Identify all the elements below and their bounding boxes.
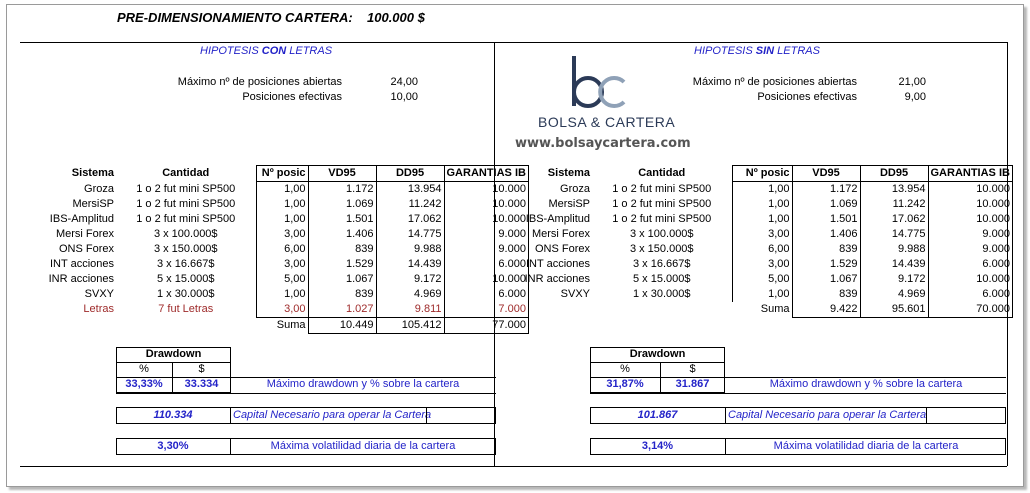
table-row	[516, 242, 1012, 257]
left-capital-description: Capital Necesario para operar la Cartera	[233, 409, 432, 421]
table-row	[40, 242, 528, 257]
right-dd-pct-header: %	[620, 363, 630, 375]
left-cell: 1 o 2 fut mini SP500	[136, 213, 236, 225]
left-header-3: Nº posic	[256, 166, 308, 182]
left-capital-vsep2	[426, 407, 427, 424]
right-cell: INR acciones	[524, 273, 590, 285]
left-cell: 9.000	[444, 227, 528, 242]
right-capital-vsep	[725, 407, 726, 424]
table-row	[516, 257, 1012, 272]
left-cell: 839	[308, 242, 376, 257]
right-cell: 839	[792, 242, 860, 257]
right-vol-value: 3,14%	[641, 440, 674, 452]
right-cell: Groza	[560, 182, 590, 195]
right-cell: 1.501	[792, 212, 860, 227]
left-cell: 5 x 15.000$	[157, 273, 215, 285]
left-cell: 1,00	[256, 182, 308, 198]
right-cell: 5 x 15.000$	[633, 273, 691, 285]
left-dd-pct-value: 33,33%	[125, 378, 163, 390]
right-header-1: Sistema	[547, 167, 590, 179]
right-header-2: Cantidad	[638, 167, 686, 179]
right-cell: 1,00	[732, 182, 792, 198]
right-cell: 3,00	[732, 227, 792, 242]
right-cell: 6.000	[928, 257, 1012, 272]
right-dd-usd-value: 31.867	[675, 378, 710, 390]
right-capital-value: 101.867	[637, 409, 678, 421]
left-cell: 10.000	[444, 182, 528, 198]
left-cell: 1.069	[308, 197, 376, 212]
right-cell: 1 o 2 fut mini SP500	[612, 182, 712, 195]
left-vol-value: 3,30%	[157, 440, 189, 452]
right-capital-vsep2	[926, 407, 927, 424]
right-header-3: Nº posic	[732, 166, 792, 182]
table-row	[40, 212, 528, 227]
left-sum-cell: Suma	[276, 319, 306, 332]
left-cell: 11.242	[376, 197, 444, 212]
table-row	[40, 197, 528, 212]
right-cell: ONS Forex	[534, 243, 590, 255]
left-cell: 10.000	[444, 197, 528, 212]
left-cell: 1.529	[308, 257, 376, 272]
right-cell: 1.067	[792, 272, 860, 287]
right-header-4: VD95	[792, 166, 860, 182]
logo-text: BOLSA & CARTERA	[538, 114, 676, 130]
right-cell: 5,00	[732, 272, 792, 287]
left-sum-row	[40, 318, 528, 334]
table-row	[516, 227, 1012, 242]
top-divider	[20, 42, 1008, 43]
left-dd-sep3	[116, 393, 496, 394]
right-dd-description: Máximo drawdown y % sobre la cartera	[769, 378, 963, 390]
left-sum-cell	[40, 318, 116, 334]
right-cell: 1.069	[792, 197, 860, 212]
left-cell: 14.775	[376, 227, 444, 242]
bottom-border-left	[20, 466, 494, 467]
left-header-6: GARANTIAS IB	[444, 166, 528, 182]
left-vol-description: Máxima volatilidad diaria de la cartera	[270, 440, 456, 452]
left-cell: 1,00	[256, 212, 308, 227]
left-dd-pct-header: %	[139, 363, 149, 375]
right-cell: 3 x 100.000$	[629, 228, 694, 240]
table-row	[516, 197, 1012, 212]
left-cell: 3,00	[256, 227, 308, 242]
left-header-2: Cantidad	[162, 167, 210, 179]
left-cell: 1 x 30.000$	[157, 288, 215, 300]
left-cell: 839	[308, 287, 376, 302]
left-cell: 9.172	[376, 272, 444, 287]
right-cell: 10.000	[928, 272, 1012, 287]
right-dd-sep3	[590, 393, 1006, 394]
right-cell: 9.172	[860, 272, 928, 287]
left-sum-cell: 10.449	[308, 318, 376, 334]
left-cell: 3 x 16.667$	[157, 258, 215, 270]
right-cell: 6.000	[928, 287, 1012, 302]
left-cell: 1.027	[308, 302, 376, 318]
right-sum-cell: 95.601	[860, 302, 928, 318]
right-cell: 10.000	[928, 182, 1012, 198]
left-cell: 1.067	[308, 272, 376, 287]
left-cell: 3,00	[256, 257, 308, 272]
right-header-row	[516, 166, 1012, 182]
right-cell: INT acciones	[526, 258, 590, 270]
table-row	[40, 287, 528, 302]
page-title: PRE-DIMENSIONAMIENTO CARTERA:	[117, 10, 353, 25]
table-row	[40, 272, 528, 287]
right-cell: 1.529	[792, 257, 860, 272]
right-dd-usd-header: $	[689, 363, 696, 375]
right-cell: 14.439	[860, 257, 928, 272]
right-sum-cell: Suma	[760, 303, 790, 316]
right-cell: 10.000	[928, 212, 1012, 227]
right-cell: 13.954	[860, 182, 928, 198]
right-cell: 3 x 150.000$	[629, 243, 694, 255]
left-dd-usd-value: 33.334	[184, 378, 219, 390]
right-sum-cell	[516, 302, 592, 318]
table-row	[40, 257, 528, 272]
right-cell: 1,00	[732, 197, 792, 212]
right-systems-table	[516, 165, 1013, 318]
left-cell: 3 x 150.000$	[153, 243, 218, 255]
right-sum-cell: 9.422	[792, 302, 860, 318]
left-header-1: Sistema	[71, 167, 114, 179]
right-header-6: GARANTIAS IB	[928, 166, 1012, 182]
left-max-positions-value: 24,00	[390, 76, 418, 88]
left-cell: 6.000	[444, 257, 528, 272]
left-sum-cell: 77.000	[444, 318, 528, 334]
right-max-positions-label: Máximo nº de posiciones abiertas	[692, 76, 857, 88]
right-effective-label: Posiciones efectivas	[757, 91, 857, 103]
left-max-positions-label: Máximo nº de posiciones abiertas	[177, 76, 342, 88]
right-sum-cell	[592, 302, 732, 318]
left-cell: Mersi Forex	[55, 228, 114, 240]
left-cell: 9.000	[444, 242, 528, 257]
left-cell: 9.811	[376, 302, 444, 318]
right-cell: 1 o 2 fut mini SP500	[612, 213, 712, 225]
right-dd-pct-value: 31,87%	[606, 378, 644, 390]
portfolio-amount: 100.000 $	[367, 10, 425, 25]
left-cell: 1.501	[308, 212, 376, 227]
left-effective-label: Posiciones efectivas	[242, 91, 342, 103]
left-cell: Letras	[83, 303, 114, 316]
left-cell: 13.954	[376, 182, 444, 198]
right-cell: 11.242	[860, 197, 928, 212]
left-cell: 14.439	[376, 257, 444, 272]
right-cell: 1 x 30.000$	[633, 288, 691, 300]
right-cell: SVXY	[560, 288, 590, 300]
right-vol-description: Máxima volatilidad diaria de la cartera	[773, 440, 959, 452]
left-cell: 7 fut Letras	[158, 303, 214, 316]
left-cell: INR acciones	[48, 273, 114, 285]
right-cell: 1 o 2 fut mini SP500	[612, 198, 712, 210]
right-cell: 17.062	[860, 212, 928, 227]
left-cell: 4.969	[376, 287, 444, 302]
left-cell: 1,00	[256, 197, 308, 212]
right-sum-cell: 70.000	[928, 302, 1012, 318]
left-cell: 1 o 2 fut mini SP500	[136, 198, 236, 210]
left-cell: 5,00	[256, 272, 308, 287]
right-cell: 839	[792, 287, 860, 302]
left-dd-description: Máximo drawdown y % sobre la cartera	[266, 378, 460, 390]
right-cell: 14.775	[860, 227, 928, 242]
left-cell: 3,00	[256, 302, 308, 318]
website-link[interactable]: www.bolsaycartera.com	[515, 136, 691, 151]
left-cell: ONS Forex	[58, 243, 114, 255]
left-cell: 1.406	[308, 227, 376, 242]
left-cell: INT acciones	[50, 258, 114, 270]
left-cell: SVXY	[84, 288, 114, 300]
left-dd-usd-header: $	[198, 363, 205, 375]
table-row	[516, 272, 1012, 287]
left-hypothesis-title: HIPOTESIS CON LETRAS	[200, 45, 333, 57]
right-cell: 1.172	[792, 182, 860, 198]
left-sum-cell: 105.412	[376, 318, 444, 334]
left-cell: 1 o 2 fut mini SP500	[136, 182, 236, 195]
right-hypothesis-title: HIPOTESIS SIN LETRAS	[694, 45, 820, 57]
right-cell: Mersi Forex	[531, 228, 590, 240]
left-systems-table	[40, 165, 529, 334]
right-cell: 9.000	[928, 242, 1012, 257]
bottom-border-right	[494, 466, 1007, 467]
left-cell: 1.172	[308, 182, 376, 198]
right-cell: MersiSP	[548, 198, 590, 210]
right-header-5: DD95	[860, 166, 928, 182]
table-row	[40, 302, 528, 318]
left-cell: 3 x 100.000$	[153, 228, 218, 240]
left-capital-vsep	[230, 407, 231, 424]
table-row	[516, 212, 1012, 227]
left-cell: 6.000	[444, 287, 528, 302]
right-cell: 1.406	[792, 227, 860, 242]
right-cell: 3 x 16.667$	[633, 258, 691, 270]
right-cell: 9.000	[928, 227, 1012, 242]
table-row	[40, 182, 528, 198]
left-header-4: VD95	[308, 166, 376, 182]
left-effective-value: 10,00	[390, 91, 418, 103]
right-cell: 1,00	[732, 212, 792, 227]
table-row	[516, 182, 1012, 198]
left-cell: IBS-Amplitud	[49, 213, 114, 225]
right-cell: 6,00	[732, 242, 792, 257]
right-cell: 1,00	[732, 287, 792, 302]
right-dd-title: Drawdown	[629, 348, 686, 360]
left-header-row	[40, 166, 528, 182]
left-cell: 10.000	[444, 272, 528, 287]
right-effective-value: 9,00	[904, 91, 926, 103]
left-cell: 17.062	[376, 212, 444, 227]
table-row	[40, 227, 528, 242]
left-capital-value: 110.334	[153, 409, 193, 421]
right-sum-row	[516, 302, 1012, 318]
left-sum-cell	[116, 318, 256, 334]
left-header-5: DD95	[376, 166, 444, 182]
right-max-positions-value: 21,00	[898, 76, 926, 88]
left-cell: 6,00	[256, 242, 308, 257]
right-cell: 10.000	[928, 197, 1012, 212]
left-cell: Groza	[84, 182, 114, 195]
left-cell: 1,00	[256, 287, 308, 302]
left-cell: 7.000	[444, 302, 528, 318]
left-dd-title: Drawdown	[145, 348, 202, 360]
right-cell: 9.988	[860, 242, 928, 257]
right-cell: 4.969	[860, 287, 928, 302]
left-cell: 10.000	[444, 212, 528, 227]
right-capital-description: Capital Necesario para operar la Cartera	[728, 409, 927, 421]
bolsa-cartera-logo	[510, 52, 691, 154]
table-row	[516, 287, 1012, 302]
left-cell: 9.988	[376, 242, 444, 257]
right-cell: IBS-Amplitud	[525, 213, 590, 225]
left-cell: MersiSP	[72, 198, 114, 210]
right-cell: 3,00	[732, 257, 792, 272]
